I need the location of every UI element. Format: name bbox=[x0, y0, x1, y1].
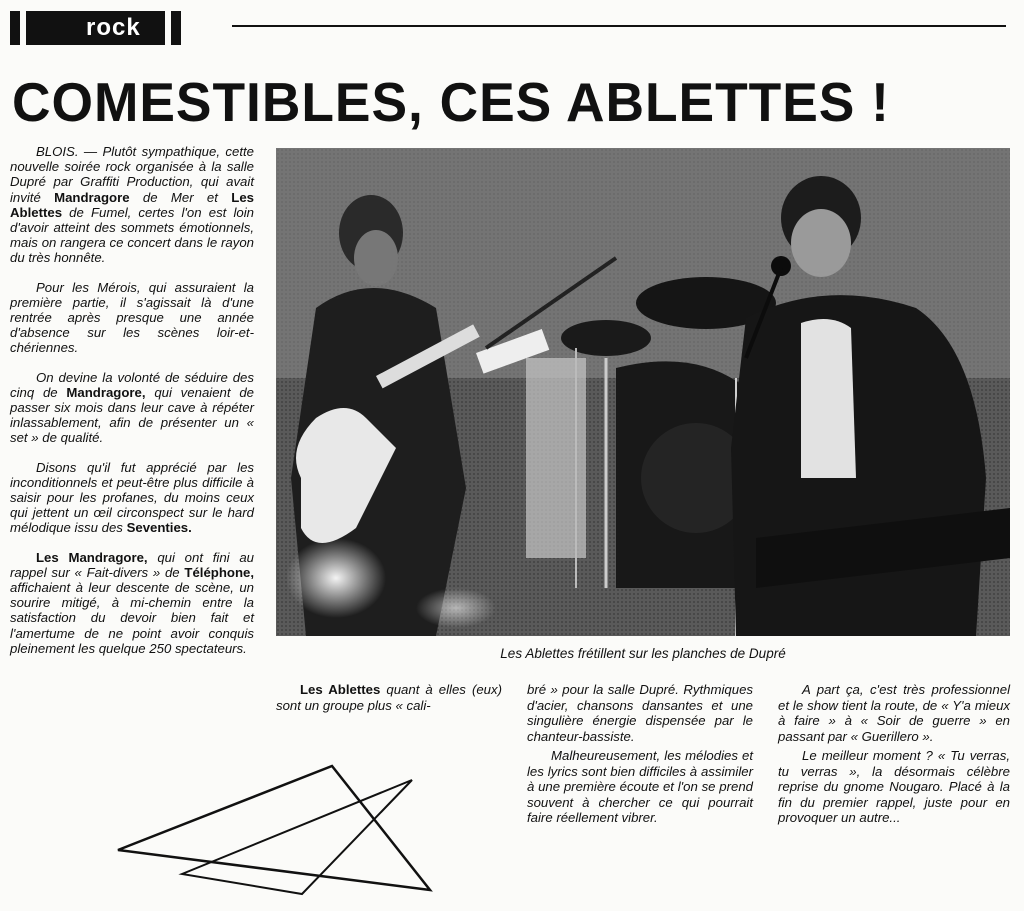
concert-photo-illustration bbox=[276, 148, 1010, 636]
paragraph bbox=[10, 144, 254, 266]
text: Disons qu'il fut apprécié par les inconditionnels et peut-être plus difficile à saisir pour les profanes, du moins ceux qui jettent un œil circonspect sur le hard mélodique issu des bbox=[10, 459, 254, 536]
body-column-2 bbox=[276, 682, 502, 717]
text: de Fumel, certes l'on est loin d'avoir atteint des sommets émotionnels, mais on rangera ce concert dans le rayon du très honnête. bbox=[10, 204, 254, 266]
paragraph: Le meilleur moment ? « Tu verras, tu verras », la désormais célèbre reprise du gnome Nougaro. Placé à la fin du premier rappel, juste pour en provoquer un autre... bbox=[778, 748, 1010, 825]
text: qui venaient de passer six mois dans leur cave à répéter inlassablement, afin de présenter un « set » de qualité. bbox=[10, 384, 254, 446]
paragraph bbox=[10, 550, 254, 656]
section-header bbox=[10, 10, 181, 46]
text: quant à elles (eux) sont un groupe plus « cali- bbox=[276, 682, 502, 713]
text: affichaient à leur descente de scène, un sourire mitigé, à mi-chemin entre la satisfaction du devoir bien fait et l'amertume de ne point avoir conquis pleinement les quelque 250 spectateurs. bbox=[10, 580, 254, 656]
paragraph: bré » pour la salle Dupré. Rythmiques d'acier, chansons dansantes et une singulière énergie dispensée par le chanteur-bassiste. bbox=[527, 682, 753, 744]
header-rule bbox=[232, 25, 1006, 27]
paragraph bbox=[276, 682, 502, 713]
paragraph: Pour les Mérois, qui assuraient la première partie, il s'agissait là d'une rentrée après presque une année d'absence sur les scènes loir-et-chériennes. bbox=[10, 279, 254, 356]
paragraph: Malheureusement, les mélodies et les lyrics sont bien difficiles à assimiler à une première écoute et l'on se prend souvent à chercher ce qui pourrait faire réellement vibrer. bbox=[527, 748, 753, 825]
paragraph: A part ça, c'est très professionnel et le show tient la route, de « Y'a mieux à faire » à « Soir de guerre » en passant par « Guerillero ». bbox=[778, 682, 1010, 744]
text: qui ont fini au rappel sur « Fait-divers » de bbox=[10, 549, 254, 580]
triangle-outline bbox=[118, 766, 430, 890]
rubric-left-block bbox=[10, 11, 20, 45]
section-label: rock bbox=[26, 11, 165, 45]
emphasis: Seventies. bbox=[126, 520, 192, 536]
triangle-outline bbox=[182, 780, 412, 894]
body-column-4 bbox=[778, 682, 1010, 830]
text: On devine la volonté de séduire des cinq de bbox=[10, 369, 254, 400]
concert-photo bbox=[276, 148, 1010, 636]
band-name: Téléphone, bbox=[184, 564, 254, 580]
text: de Mer et bbox=[129, 189, 232, 205]
band-name: Mandragore bbox=[54, 189, 130, 205]
photo-caption: Les Ablettes frétillent sur les planches de Dupré bbox=[500, 646, 786, 661]
band-name: Les Mandragore, bbox=[36, 549, 148, 565]
body-column-3 bbox=[527, 682, 753, 830]
headline: COMESTIBLES, CES ABLETTES ! bbox=[12, 71, 890, 133]
band-name: Les Ablettes bbox=[300, 682, 381, 697]
text: BLOIS. — Plutôt sympathique, cette nouvelle soirée rock organisée à la salle Dupré par Graffiti Production, qui avait invité bbox=[10, 144, 254, 205]
paragraph bbox=[10, 370, 254, 446]
band-name: Les Ablettes bbox=[10, 189, 254, 220]
decorative-triangles bbox=[112, 762, 442, 902]
lead-column bbox=[10, 144, 254, 670]
rubric-right-block bbox=[171, 11, 181, 45]
band-name: Mandragore, bbox=[66, 384, 146, 400]
paragraph bbox=[10, 460, 254, 536]
